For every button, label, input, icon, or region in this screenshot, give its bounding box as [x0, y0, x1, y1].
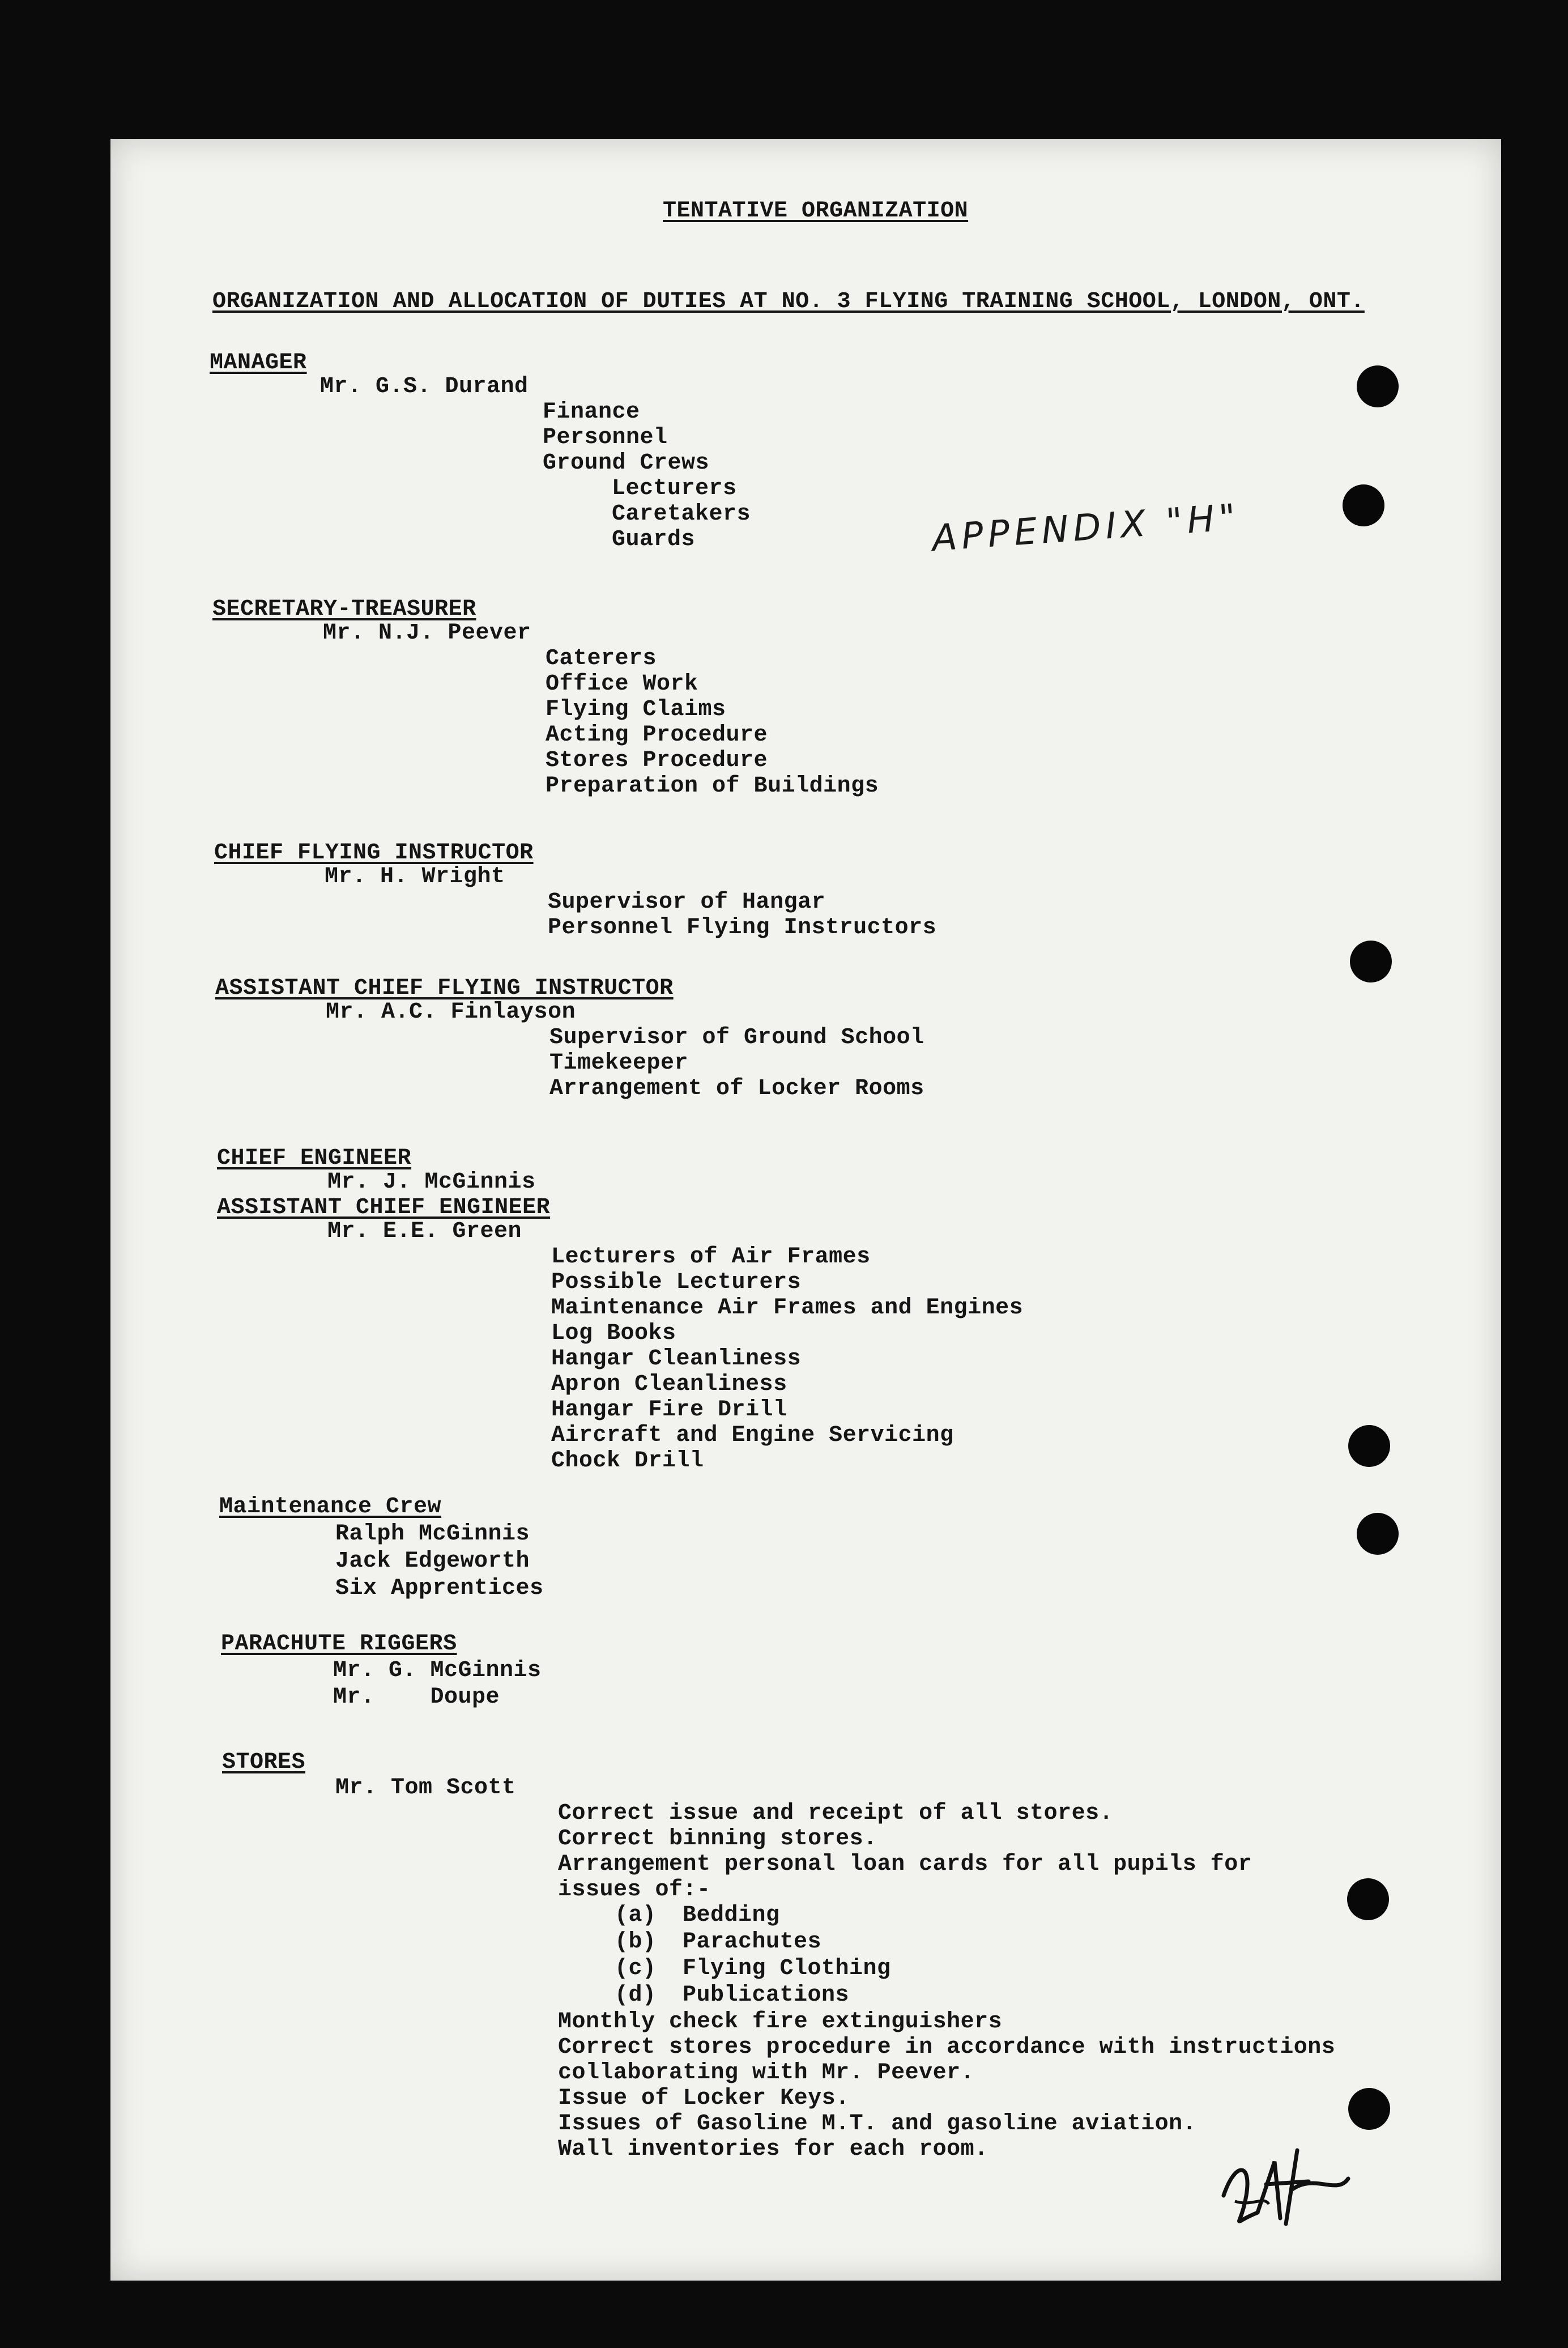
subduty-item: Caretakers [612, 501, 751, 527]
duty-item: Issue of Locker Keys. [558, 2086, 850, 2111]
issue-text: Parachutes [683, 1929, 822, 1955]
section-heading-chief-engineer: CHIEF ENGINEER [217, 1146, 412, 1171]
person-chief-flying-instructor: Mr. H. Wright [325, 864, 505, 890]
duty-item: Log Books [551, 1321, 676, 1346]
issue-label: (b) [615, 1929, 657, 1955]
document-subtitle: ORGANIZATION AND ALLOCATION OF DUTIES AT NO. 3 FLYING TRAINING SCHOOL, LONDON, ONT. [212, 289, 1365, 314]
duty-item: Correct binning stores. [558, 1826, 877, 1852]
punch-hole [1357, 1513, 1399, 1555]
duty-item: Correct issue and receipt of all stores. [558, 1801, 1114, 1826]
duty-item: Supervisor of Hangar [548, 890, 826, 915]
duty-item: Caterers [546, 646, 657, 671]
duty-item: issues of:- [558, 1877, 711, 1903]
handwritten-initials-signature [1212, 2128, 1360, 2241]
person-assistant-chief-flying-instructor: Mr. A.C. Finlayson [326, 999, 576, 1025]
duty-item: Maintenance Air Frames and Engines [551, 1295, 1024, 1321]
person-secretary-treasurer: Mr. N.J. Peever [323, 620, 531, 646]
person-manager: Mr. G.S. Durand [320, 374, 529, 399]
crew-member: Ralph McGinnis [335, 1521, 530, 1547]
issue-label: (c) [615, 1956, 657, 1981]
crew-member: Jack Edgeworth [335, 1549, 530, 1574]
person-assistant-chief-engineer: Mr. E.E. Green [327, 1219, 522, 1244]
section-heading-maintenance-crew: Maintenance Crew [219, 1494, 442, 1520]
crew-member: Mr. Doupe [333, 1685, 500, 1710]
duty-item: Possible Lecturers [551, 1270, 802, 1295]
crew-member: Six Apprentices [335, 1576, 544, 1601]
punch-hole [1343, 484, 1384, 526]
duty-item: Chock Drill [551, 1448, 704, 1474]
issue-label: (d) [615, 1983, 657, 2008]
duty-item: Office Work [546, 671, 698, 697]
duty-item: collaborating with Mr. Peever. [558, 2060, 975, 2086]
section-heading-assistant-chief-engineer: ASSISTANT CHIEF ENGINEER [217, 1195, 551, 1220]
person-stores: Mr. Tom Scott [335, 1775, 516, 1801]
duty-item: Apron Cleanliness [551, 1372, 787, 1397]
issue-text: Bedding [683, 1903, 780, 1928]
issue-text: Publications [683, 1983, 850, 2008]
duty-item: Acting Procedure [546, 722, 768, 748]
duty-item: Monthly check fire extinguishers [558, 2009, 1003, 2035]
duty-item: Aircraft and Engine Servicing [551, 1423, 954, 1448]
duty-item: Stores Procedure [546, 748, 768, 773]
duty-item: Wall inventories for each room. [558, 2137, 988, 2162]
duty-item: Arrangement of Locker Rooms [549, 1076, 924, 1101]
punch-hole [1348, 2088, 1390, 2130]
duty-item: Hangar Fire Drill [551, 1397, 787, 1423]
duty-item: Finance [543, 399, 640, 425]
punch-hole [1347, 1878, 1389, 1920]
punch-hole [1350, 941, 1392, 982]
punch-hole [1348, 1425, 1390, 1467]
duty-item: Correct stores procedure in accordance with instructions [558, 2035, 1336, 2060]
punch-hole [1357, 365, 1399, 407]
person-chief-engineer: Mr. J. McGinnis [327, 1169, 536, 1195]
section-heading-stores: STORES [222, 1750, 306, 1775]
subduty-item: Lecturers [612, 476, 737, 501]
handwritten-appendix-note: APPENDIX "H" [931, 496, 1242, 560]
issue-label: (a) [615, 1903, 657, 1928]
duty-item: Issues of Gasoline M.T. and gasoline aviation. [558, 2111, 1197, 2137]
duty-item: Arrangement personal loan cards for all pupils for [558, 1852, 1252, 1877]
duty-item: Ground Crews [543, 450, 710, 476]
document-page [110, 139, 1501, 2281]
duty-item: Preparation of Buildings [546, 773, 879, 799]
crew-member: Mr. G. McGinnis [333, 1658, 542, 1683]
section-heading-manager: MANAGER [210, 350, 307, 376]
duty-item: Supervisor of Ground School [549, 1025, 924, 1050]
subduty-item: Guards [612, 527, 696, 552]
section-heading-chief-flying-instructor: CHIEF FLYING INSTRUCTOR [214, 840, 534, 866]
document-title: TENTATIVE ORGANIZATION [663, 198, 969, 224]
duty-item: Personnel Flying Instructors [548, 915, 937, 941]
section-heading-secretary-treasurer: SECRETARY-TREASURER [212, 597, 476, 622]
section-heading-parachute-riggers: PARACHUTE RIGGERS [221, 1631, 457, 1657]
issue-text: Flying Clothing [683, 1956, 891, 1981]
duty-item: Lecturers of Air Frames [551, 1244, 871, 1270]
duty-item: Personnel [543, 425, 668, 450]
section-heading-assistant-chief-flying-instructor: ASSISTANT CHIEF FLYING INSTRUCTOR [215, 976, 674, 1001]
duty-item: Timekeeper [549, 1050, 689, 1076]
duty-item: Flying Claims [546, 697, 726, 722]
duty-item: Hangar Cleanliness [551, 1346, 802, 1372]
